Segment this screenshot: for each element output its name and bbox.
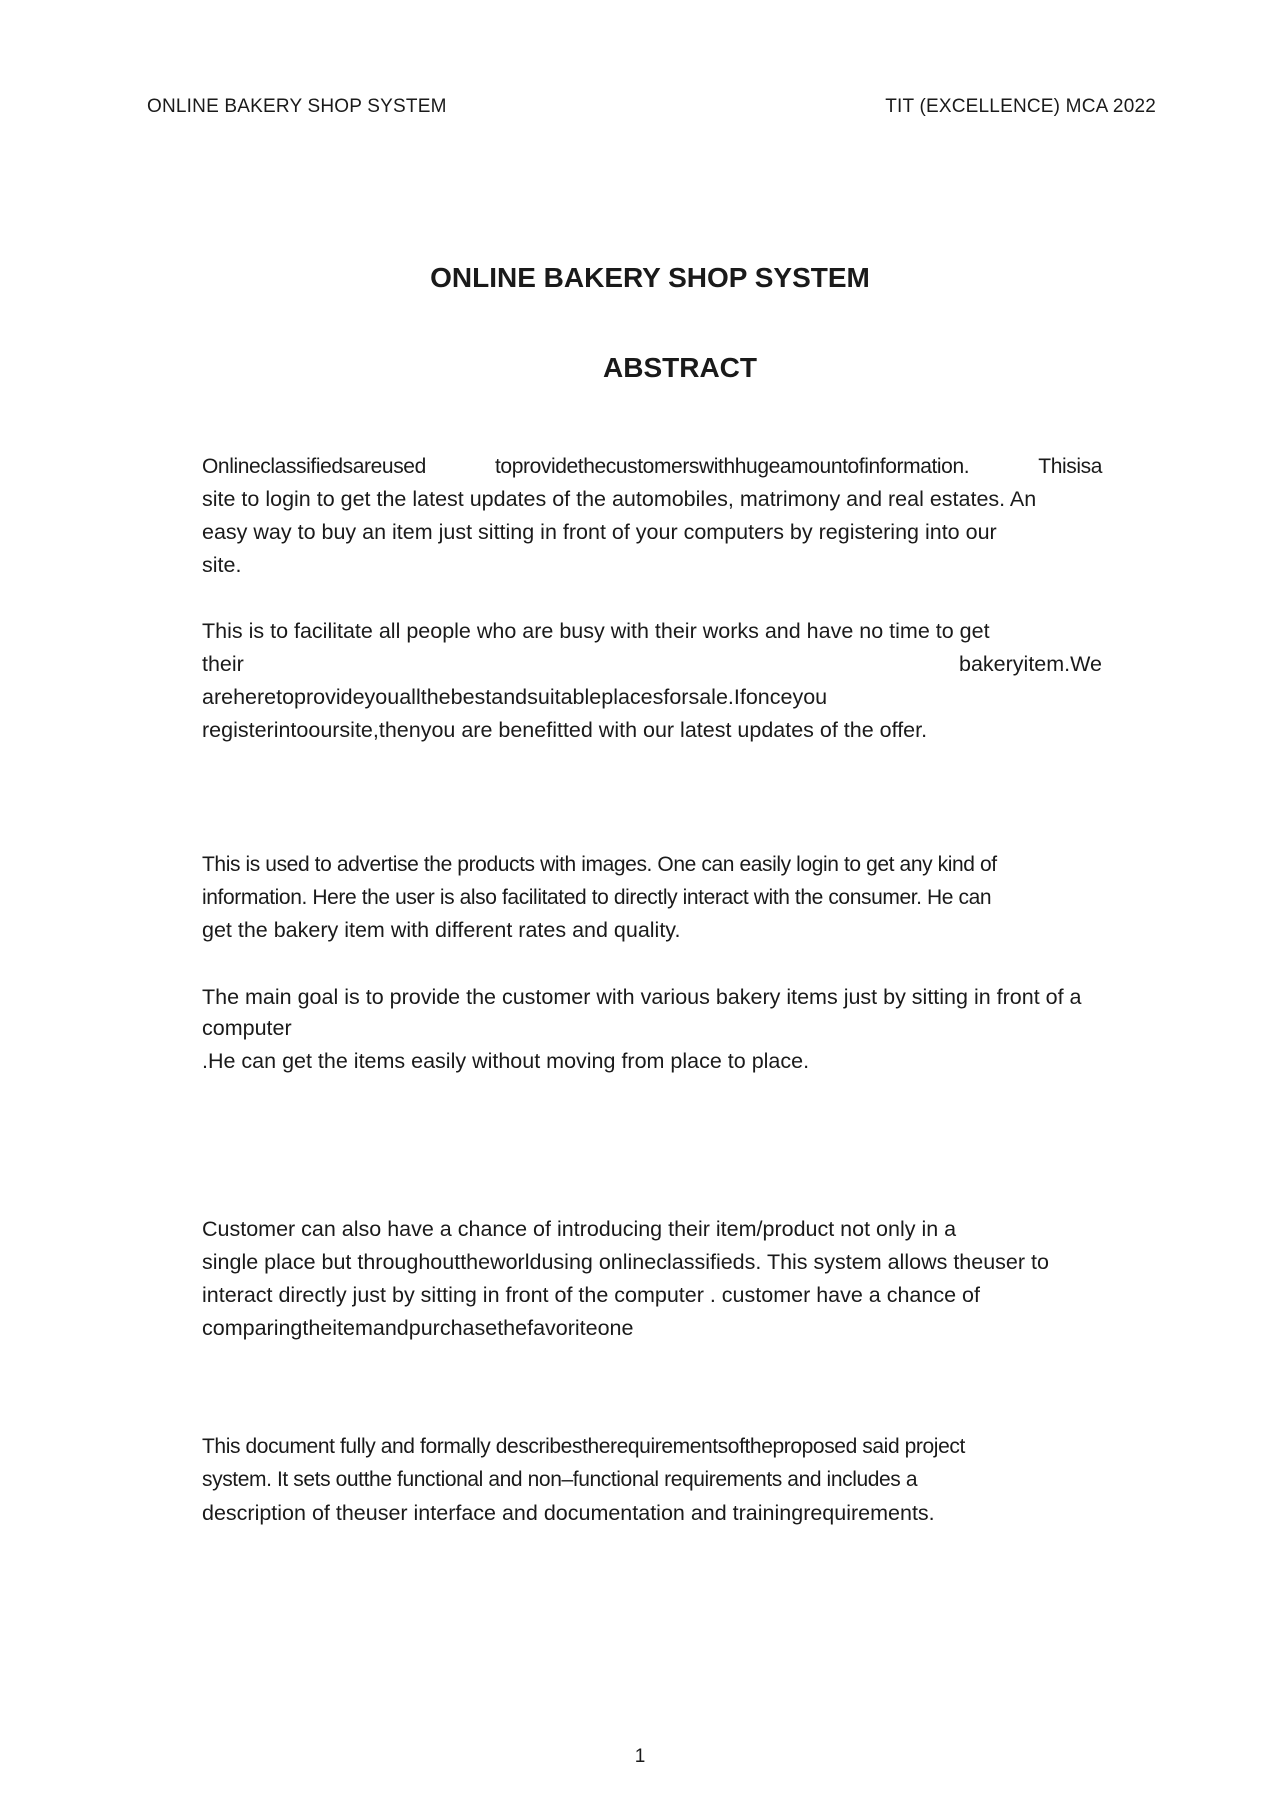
- paragraph-3-line-3: get the bakery item with different rates and quality.: [202, 918, 681, 942]
- paragraph-4-line-3: .He can get the items easily without moving from place to place.: [202, 1049, 810, 1073]
- paragraph-3-line-2: information. Here the user is also facilitated to directly interact with the consumer. He can: [202, 886, 992, 909]
- paragraph-5-line-4: comparingtheitemandpurchasethefavoriteone: [202, 1316, 634, 1340]
- paragraph-1-line-3: easy way to buy an item just sitting in front of your computers by registering into our: [202, 520, 997, 544]
- paragraph-5-line-2: single place but throughouttheworldusing onlineclassifieds. This system allows theuser to: [202, 1250, 1049, 1274]
- paragraph-4-line-1: The main goal is to provide the customer with various bakery items just by sitting in front of a: [202, 985, 1082, 1009]
- paragraph-2-line-3: areheretoprovideyouallthebestandsuitableplacesforsale.Ifonceyou: [202, 685, 828, 709]
- paragraph-6-line-2: system. It sets outthe functional and non–functional requirements and includes a: [202, 1468, 918, 1491]
- text-segment: their: [202, 652, 244, 676]
- page-number: 1: [634, 1746, 646, 1767]
- text-segment: toprovidethecustomerswithhugeamountofinformation.: [494, 455, 970, 478]
- text-segment: Onlineclassifiedsareused: [202, 455, 426, 478]
- text-segment: Thisisa: [1038, 455, 1102, 478]
- paragraph-2-line-1: This is to facilitate all people who are busy with their works and have no time to get: [202, 619, 990, 643]
- document-title: ONLINE BAKERY SHOP SYSTEM: [430, 262, 870, 293]
- paragraph-1-line-4: site.: [202, 553, 242, 577]
- paragraph-2-line-2: [202, 648, 1102, 681]
- paragraph-2-line-4: registerintooursite,thenyou are benefitted with our latest updates of the offer.: [202, 718, 928, 742]
- paragraph-5-line-1: Customer can also have a chance of introducing their item/product not only in a: [202, 1217, 957, 1241]
- paragraph-4-line-2: computer: [202, 1016, 292, 1040]
- section-heading: ABSTRACT: [603, 352, 757, 383]
- paragraph-3-line-1: This is used to advertise the products with images. One can easily login to get any kind of: [202, 853, 997, 876]
- running-header-right: TIT (EXCELLENCE) MCA 2022: [885, 96, 1156, 117]
- paragraph-6-line-3: description of theuser interface and documentation and trainingrequirements.: [202, 1501, 935, 1525]
- paragraph-1-line-2: site to login to get the latest updates of the automobiles, matrimony and real estates. An: [202, 487, 1037, 511]
- paragraph-1-line-1: [202, 450, 1102, 483]
- paragraph-5-line-3: interact directly just by sitting in front of the computer . customer have a chance of: [202, 1283, 980, 1307]
- text-segment: bakeryitem.We: [959, 652, 1102, 676]
- running-header-left: ONLINE BAKERY SHOP SYSTEM: [147, 96, 447, 117]
- paragraph-6-line-1: This document fully and formally describestherequirementsoftheproposed said project: [202, 1435, 965, 1458]
